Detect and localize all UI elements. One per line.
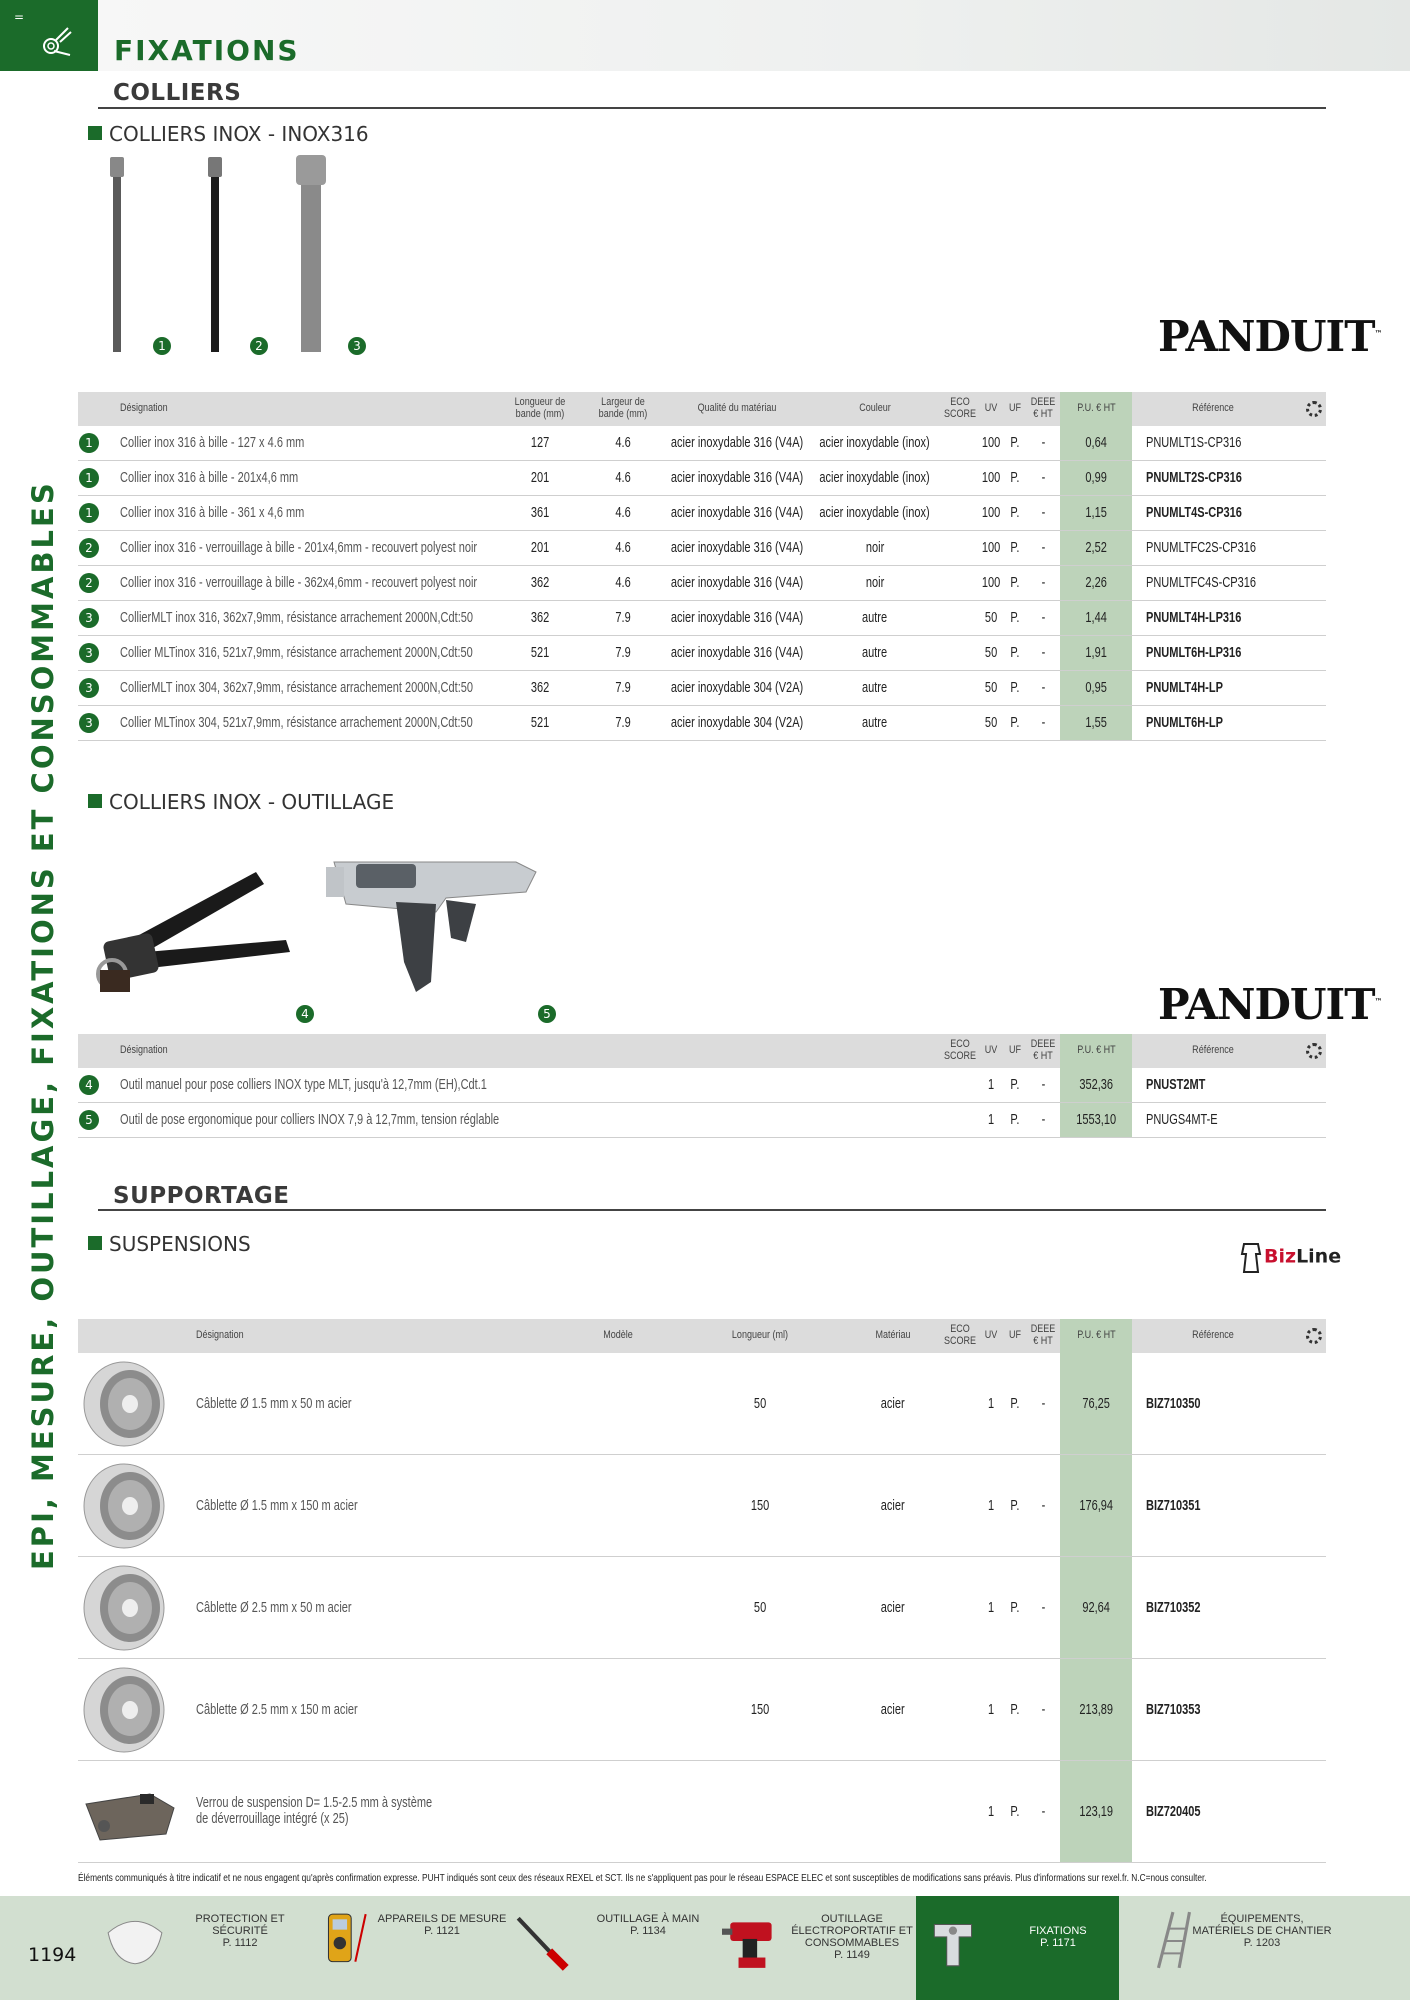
cell-uf: P. xyxy=(1010,1803,1020,1820)
cell-designation: Collier inox 316 à bille - 361 x 4,6 mm xyxy=(120,505,305,521)
cell-length: 50 xyxy=(753,1395,767,1412)
cell-reference: PNUMLT4H-LP xyxy=(1146,680,1223,696)
item-number-badge: 2 xyxy=(79,538,99,558)
footer-nav-page: P. 1112 xyxy=(222,1936,258,1949)
table-header xyxy=(78,1034,1326,1068)
image-badge-1: 1 xyxy=(153,337,171,355)
col-header-uv: UV xyxy=(984,1044,998,1057)
cell-width: 7.9 xyxy=(615,715,631,731)
cell-deee: - xyxy=(1041,505,1045,521)
cell-reference: PNUMLT1S-CP316 xyxy=(1146,435,1242,451)
footer-nav-title: OUTILLAGE ÉLECTROPORTATIF ET CONSOMMABLES xyxy=(791,1913,913,1949)
col-header-eco-score: ECO SCORE xyxy=(943,396,977,420)
table-row[interactable] xyxy=(78,671,1326,706)
cell-width: 7.9 xyxy=(615,680,631,696)
panduit-logo: PANDUIT™ xyxy=(1158,312,1383,361)
cable-spool-image xyxy=(80,1560,176,1656)
col-header-deee: DEEE € HT xyxy=(1030,1038,1056,1062)
cell-width: 4.6 xyxy=(615,470,631,486)
image-badge-4: 4 xyxy=(296,1005,314,1023)
clamp-icon xyxy=(924,1910,986,1972)
cell-uv: 1 xyxy=(987,1599,995,1616)
table-row[interactable] xyxy=(78,1761,1326,1863)
cell-unit-price: 0,99 xyxy=(1060,461,1132,495)
screwdriver-icon xyxy=(512,1910,574,1972)
cell-unit-price: 352,36 xyxy=(1060,1068,1132,1102)
cell-material xyxy=(848,1761,938,1862)
ergonomic-installation-tool-image xyxy=(326,842,538,1002)
cell-reference: PNUMLTFC2S-CP316 xyxy=(1146,540,1257,556)
image-badge-2: 2 xyxy=(250,337,268,355)
table-row[interactable] xyxy=(78,1557,1326,1659)
table-row[interactable] xyxy=(78,601,1326,636)
cell-reference: PNUMLT4S-CP316 xyxy=(1146,505,1242,521)
collars-tools-table xyxy=(78,1034,1326,1138)
cell-unit-price: 0,95 xyxy=(1060,671,1132,705)
cell-uv: 50 xyxy=(984,610,998,626)
cell-uf: P. xyxy=(1010,470,1020,486)
cell-width: 4.6 xyxy=(615,505,631,521)
cable-spool-image xyxy=(80,1356,176,1452)
cell-uf: P. xyxy=(1010,1701,1020,1718)
cell-uv: 50 xyxy=(984,680,998,696)
cell-width: 4.6 xyxy=(615,540,631,556)
cell-designation: Collier inox 316 à bille - 201x4,6 mm xyxy=(120,470,299,486)
cell-reference: PNUMLT6H-LP xyxy=(1146,715,1223,731)
cell-uv: 100 xyxy=(981,470,1001,486)
cell-designation: Collier inox 316 à bille - 127 x 4.6 mm xyxy=(120,435,305,451)
cell-material-quality: acier inoxydable 316 (V4A) xyxy=(670,435,804,451)
cell-unit-price: 176,94 xyxy=(1060,1455,1132,1556)
col-header-price: P.U. € HT xyxy=(1060,392,1132,426)
cell-uf: P. xyxy=(1010,505,1020,521)
cell-color: acier inoxydable (inox) xyxy=(819,470,931,486)
settings-gear-icon[interactable] xyxy=(1306,1328,1322,1344)
cell-uv: 1 xyxy=(987,1803,995,1820)
cell-unit-price: 1553,10 xyxy=(1060,1103,1132,1137)
cell-reference: BIZ710353 xyxy=(1146,1701,1201,1718)
bizline-logo: BizLine xyxy=(1238,1240,1341,1274)
cell-uv: 100 xyxy=(981,435,1001,451)
cell-unit-price: 123,19 xyxy=(1060,1761,1132,1862)
table-row[interactable] xyxy=(78,496,1326,531)
cell-uv: 1 xyxy=(987,1112,995,1128)
table-body xyxy=(78,426,1326,741)
cell-length: 50 xyxy=(753,1599,767,1616)
cell-uf: P. xyxy=(1010,1395,1020,1412)
item-number-badge: 3 xyxy=(79,713,99,733)
cell-color: autre xyxy=(862,645,888,661)
table-body xyxy=(78,1353,1326,1863)
section-divider xyxy=(98,1209,1326,1211)
cell-unit-price: 0,64 xyxy=(1060,426,1132,460)
drill-icon xyxy=(722,1910,784,1972)
cell-uv: 1 xyxy=(987,1077,995,1093)
cell-length xyxy=(700,1761,820,1862)
table-row[interactable] xyxy=(78,1659,1326,1761)
collars-inox316-table xyxy=(78,392,1326,741)
cell-deee: - xyxy=(1041,1701,1045,1718)
col-header-designation: Désignation xyxy=(120,1044,168,1057)
bullet-square xyxy=(88,126,102,140)
cell-material-quality: acier inoxydable 316 (V4A) xyxy=(670,505,804,521)
cell-unit-price: 1,91 xyxy=(1060,636,1132,670)
multimeter-icon xyxy=(314,1910,376,1972)
cell-length: 150 xyxy=(750,1701,770,1718)
col-header-material-quality: Qualité du matériau xyxy=(697,402,777,415)
cell-reference: PNUMLT6H-LP316 xyxy=(1146,645,1242,661)
cell-designation: CollierMLT inox 304, 362x7,9mm, résistance arrachement 2000N,Cdt:50 xyxy=(120,680,474,696)
cell-designation: Collier inox 316 - verrouillage à bille - 201x4,6mm - recouvert polyest noir xyxy=(120,540,478,556)
table-row[interactable] xyxy=(78,426,1326,461)
cell-unit-price: 92,64 xyxy=(1060,1557,1132,1658)
item-number-badge: 5 xyxy=(79,1110,99,1130)
cell-deee: - xyxy=(1041,540,1045,556)
col-header-designation: Désignation xyxy=(120,402,168,415)
cable-spool-image xyxy=(80,1458,176,1554)
cell-model xyxy=(578,1659,658,1760)
settings-gear-icon[interactable] xyxy=(1306,1043,1322,1059)
table-row[interactable] xyxy=(78,1353,1326,1455)
cell-designation: Câblette Ø 1.5 mm x 50 m acier xyxy=(196,1395,352,1412)
cell-designation: Câblette Ø 1.5 mm x 150 m acier xyxy=(196,1497,358,1514)
table-row[interactable] xyxy=(78,1103,1326,1138)
item-number-badge: 3 xyxy=(79,678,99,698)
cell-length: 362 xyxy=(530,680,550,696)
item-number-badge: 2 xyxy=(79,573,99,593)
cell-uf: P. xyxy=(1010,540,1020,556)
cell-unit-price: 76,25 xyxy=(1060,1353,1132,1454)
cell-material: acier xyxy=(881,1599,905,1616)
footer-nav-title: PROTECTION ET SÉCURITÉ xyxy=(195,1913,285,1937)
footer-nav-label xyxy=(1192,1914,1332,1950)
cell-deee: - xyxy=(1041,470,1045,486)
cell-unit-price: 213,89 xyxy=(1060,1659,1132,1760)
cell-color: acier inoxydable (inox) xyxy=(819,435,931,451)
cell-designation: CollierMLT inox 316, 362x7,9mm, résistance arrachement 2000N,Cdt:50 xyxy=(120,610,474,626)
cell-deee: - xyxy=(1041,1077,1045,1093)
cell-color: noir xyxy=(865,575,885,591)
cell-length: 362 xyxy=(530,575,550,591)
cable-spool-image xyxy=(80,1662,176,1758)
cell-uv: 1 xyxy=(987,1701,995,1718)
cell-uv: 100 xyxy=(981,505,1001,521)
footer-nav-item[interactable] xyxy=(80,1896,290,2000)
footer-nav-label xyxy=(170,1914,310,1950)
cell-color: autre xyxy=(862,610,888,626)
table-row[interactable] xyxy=(78,636,1326,671)
col-header-material: Matériau xyxy=(875,1329,911,1342)
table-row[interactable] xyxy=(78,461,1326,496)
col-header-length: Longueur de bande (mm) xyxy=(514,396,566,420)
item-number-badge: 1 xyxy=(79,433,99,453)
cell-deee: - xyxy=(1041,575,1045,591)
cell-material-quality: acier inoxydable 316 (V4A) xyxy=(670,645,804,661)
footer-nav-title: ÉQUIPEMENTS, MATÉRIELS DE CHANTIER xyxy=(1192,1913,1332,1937)
footer-nav-page: P. 1134 xyxy=(630,1924,666,1937)
cell-deee: - xyxy=(1041,610,1045,626)
cell-unit-price: 2,26 xyxy=(1060,566,1132,600)
suspensions-table xyxy=(78,1319,1326,1863)
cell-deee: - xyxy=(1041,435,1045,451)
cell-uv: 50 xyxy=(984,715,998,731)
subsection-title-suspensions: SUSPENSIONS xyxy=(88,1232,251,1256)
cell-uv: 100 xyxy=(981,540,1001,556)
cell-deee: - xyxy=(1041,715,1045,731)
footer-nav-title: OUTILLAGE À MAIN xyxy=(596,1913,700,1925)
col-header-eco-score: ECO SCORE xyxy=(943,1038,977,1062)
cell-color: noir xyxy=(865,540,885,556)
col-header-designation: Désignation xyxy=(196,1329,244,1342)
col-header-reference: Référence xyxy=(1192,402,1234,415)
table-row[interactable] xyxy=(78,566,1326,601)
cell-deee: - xyxy=(1041,645,1045,661)
col-header-uf: UF xyxy=(1008,402,1022,415)
table-header xyxy=(78,1319,1326,1353)
mask-icon xyxy=(104,1910,166,1972)
cell-designation: Collier MLTinox 304, 521x7,9mm, résistance arrachement 2000N,Cdt:50 xyxy=(120,715,473,731)
cell-length: 201 xyxy=(530,540,550,556)
col-header-length: Longueur (ml) xyxy=(731,1329,789,1342)
section-divider xyxy=(98,107,1326,109)
cell-material-quality: acier inoxydable 316 (V4A) xyxy=(670,470,804,486)
cell-designation: Câblette Ø 2.5 mm x 150 m acier xyxy=(196,1701,358,1718)
cell-length: 361 xyxy=(530,505,550,521)
cell-deee: - xyxy=(1041,1599,1045,1616)
table-body xyxy=(78,1068,1326,1138)
footer-nav-page: P. 1121 xyxy=(424,1924,460,1937)
cell-uf: P. xyxy=(1010,575,1020,591)
footer-nav-label xyxy=(578,1914,718,1938)
cell-reference: BIZ710351 xyxy=(1146,1497,1201,1514)
cell-material: acier xyxy=(881,1395,905,1412)
disclaimer-note: Éléments communiqués à titre indicatif et ne nous engagent qu'après confirmation expresse. PUHT indiqués sont ceux des réseaux REXEL et SCT. Ils ne s'appliquent pas pour le réseau ESPACE ELEC et sont susceptibles de modifications sans préavis. Plus d'informations sur rexel.fr. N.C=nous consulter. xyxy=(78,1872,1207,1884)
cell-model xyxy=(578,1761,658,1862)
col-header-deee: DEEE € HT xyxy=(1030,1323,1056,1347)
col-header-width: Largeur de bande (mm) xyxy=(598,396,648,420)
cell-designation: Outil manuel pour pose colliers INOX type MLT, jusqu'à 12,7mm (EH),Cdt.1 xyxy=(120,1077,487,1093)
cell-uf: P. xyxy=(1010,1599,1020,1616)
cell-unit-price: 1,15 xyxy=(1060,496,1132,530)
col-header-color: Couleur xyxy=(859,402,891,415)
footer-nav-item[interactable] xyxy=(1125,1896,1410,2000)
cell-uf: P. xyxy=(1010,1112,1020,1128)
chapter-tab[interactable] xyxy=(0,0,98,71)
cell-width: 7.9 xyxy=(615,610,631,626)
item-number-badge: 1 xyxy=(79,503,99,523)
cell-deee: - xyxy=(1041,1497,1045,1514)
footer-nav-page: P. 1171 xyxy=(1040,1936,1076,1949)
cell-designation: Outil de pose ergonomique pour colliers INOX 7,9 à 12,7mm, tension réglable xyxy=(120,1112,500,1128)
manual-tensioning-tool-image xyxy=(86,852,298,1002)
footer-nav-page: P. 1149 xyxy=(834,1948,870,1961)
col-header-uf: UF xyxy=(1008,1329,1022,1342)
cell-material-quality: acier inoxydable 316 (V4A) xyxy=(670,575,804,591)
cell-reference: PNUMLT4H-LP316 xyxy=(1146,610,1242,626)
item-number-badge: 1 xyxy=(79,468,99,488)
cell-designation: Collier inox 316 - verrouillage à bille - 362x4,6mm - recouvert polyest noir xyxy=(120,575,478,591)
cell-reference: PNUMLT2S-CP316 xyxy=(1146,470,1242,486)
cell-uf: P. xyxy=(1010,715,1020,731)
cell-reference: BIZ710350 xyxy=(1146,1395,1201,1412)
subsection-title-outillage: COLLIERS INOX - OUTILLAGE xyxy=(88,790,394,814)
cell-uf: P. xyxy=(1010,645,1020,661)
image-badge-3: 3 xyxy=(348,337,366,355)
cell-reference: BIZ710352 xyxy=(1146,1599,1201,1616)
cell-length: 201 xyxy=(530,470,550,486)
footer-nav-title: APPAREILS DE MESURE xyxy=(377,1913,507,1925)
cell-material-quality: acier inoxydable 304 (V2A) xyxy=(670,680,804,696)
cell-reference: PNUMLTFC4S-CP316 xyxy=(1146,575,1257,591)
cell-uf: P. xyxy=(1010,435,1020,451)
cell-color: autre xyxy=(862,715,888,731)
image-badge-5: 5 xyxy=(538,1005,556,1023)
footer-nav-label xyxy=(372,1914,512,1938)
page-number: 1194 xyxy=(28,1944,77,1966)
cell-uf: P. xyxy=(1010,1077,1020,1093)
col-header-deee: DEEE € HT xyxy=(1030,396,1056,420)
col-header-uv: UV xyxy=(984,402,998,415)
footer-nav-item[interactable] xyxy=(290,1896,507,2000)
cell-width: 4.6 xyxy=(615,435,631,451)
cell-length: 127 xyxy=(530,435,550,451)
item-number-badge: 4 xyxy=(79,1075,99,1095)
cell-designation: Collier MLTinox 316, 521x7,9mm, résistance arrachement 2000N,Cdt:50 xyxy=(120,645,473,661)
cell-unit-price: 2,52 xyxy=(1060,531,1132,565)
cell-material-quality: acier inoxydable 316 (V4A) xyxy=(670,610,804,626)
footer-nav-item[interactable] xyxy=(495,1896,705,2000)
cell-width: 4.6 xyxy=(615,575,631,591)
cell-uv: 50 xyxy=(984,645,998,661)
cell-deee: - xyxy=(1041,1112,1045,1128)
col-header-uf: UF xyxy=(1008,1044,1022,1057)
section-title-supportage: SUPPORTAGE xyxy=(113,1183,290,1209)
cell-deee: - xyxy=(1041,1395,1045,1412)
cell-model xyxy=(578,1557,658,1658)
menu-icon[interactable]: = xyxy=(14,10,25,24)
cell-material: acier xyxy=(881,1497,905,1514)
cell-model xyxy=(578,1455,658,1556)
cell-material-quality: acier inoxydable 304 (V2A) xyxy=(670,715,804,731)
cell-uf: P. xyxy=(1010,680,1020,696)
cell-deee: - xyxy=(1041,680,1045,696)
item-number-badge: 3 xyxy=(79,608,99,628)
cell-model xyxy=(578,1353,658,1454)
table-row[interactable] xyxy=(78,531,1326,566)
col-header-reference: Référence xyxy=(1192,1044,1234,1057)
cell-reference: BIZ720405 xyxy=(1146,1803,1201,1820)
col-header-model: Modèle xyxy=(603,1329,633,1342)
subsection-title-inox316: COLLIERS INOX - INOX316 xyxy=(88,122,369,146)
cell-length: 521 xyxy=(530,715,550,731)
cell-width: 7.9 xyxy=(615,645,631,661)
side-chapter-label: EPI, MESURE, OUTILLAGE, FIXATIONS ET CONSOMMABLES xyxy=(26,480,60,1570)
bizline-mascot-icon xyxy=(1238,1240,1264,1274)
footer-nav-label xyxy=(988,1926,1128,1950)
col-header-price: P.U. € HT xyxy=(1060,1034,1132,1068)
suspension-lock-image xyxy=(80,1764,176,1860)
cell-uv: 100 xyxy=(981,575,1001,591)
col-header-uv: UV xyxy=(984,1329,998,1342)
cell-uv: 1 xyxy=(987,1395,995,1412)
fixation-tool-icon xyxy=(40,24,74,58)
settings-gear-icon[interactable] xyxy=(1306,401,1322,417)
cell-deee: - xyxy=(1041,1803,1045,1820)
item-number-badge: 3 xyxy=(79,643,99,663)
table-row[interactable] xyxy=(78,1068,1326,1103)
stainless-cable-ties-image xyxy=(100,152,380,362)
footer-nav-page: P. 1203 xyxy=(1243,1936,1281,1949)
table-row[interactable] xyxy=(78,706,1326,741)
bullet-square xyxy=(88,794,102,808)
cell-color: autre xyxy=(862,680,888,696)
chapter-title: FIXATIONS xyxy=(114,34,300,67)
footer-nav-label xyxy=(782,1914,922,1962)
cell-material-quality: acier inoxydable 316 (V4A) xyxy=(670,540,804,556)
cell-uf: P. xyxy=(1010,1497,1020,1514)
cell-material: acier xyxy=(881,1701,905,1718)
cell-uf: P. xyxy=(1010,610,1020,626)
cell-unit-price: 1,55 xyxy=(1060,706,1132,740)
table-row[interactable] xyxy=(78,1455,1326,1557)
col-header-reference: Référence xyxy=(1192,1329,1234,1342)
cell-length: 521 xyxy=(530,645,550,661)
footer-nav-item[interactable] xyxy=(705,1896,918,2000)
table-header xyxy=(78,392,1326,426)
cell-color: acier inoxydable (inox) xyxy=(819,505,931,521)
footer-nav-item[interactable] xyxy=(916,1896,1119,2000)
cell-length: 362 xyxy=(530,610,550,626)
cell-designation: Verrou de suspension D= 1.5-2.5 mm à système de déverrouillage intégré (x 25) xyxy=(196,1795,433,1827)
bullet-square xyxy=(88,1236,102,1250)
panduit-logo: PANDUIT™ xyxy=(1158,980,1383,1029)
cell-designation: Câblette Ø 2.5 mm x 50 m acier xyxy=(196,1599,352,1616)
cell-unit-price: 1,44 xyxy=(1060,601,1132,635)
col-header-price: P.U. € HT xyxy=(1060,1319,1132,1353)
cell-uv: 1 xyxy=(987,1497,995,1514)
col-header-eco-score: ECO SCORE xyxy=(943,1323,977,1347)
cell-reference: PNUST2MT xyxy=(1146,1077,1206,1093)
section-title-colliers: COLLIERS xyxy=(113,80,242,106)
cell-length: 150 xyxy=(750,1497,770,1514)
cell-reference: PNUGS4MT-E xyxy=(1146,1112,1218,1128)
footer-nav-title: FIXATIONS xyxy=(1029,1925,1087,1937)
